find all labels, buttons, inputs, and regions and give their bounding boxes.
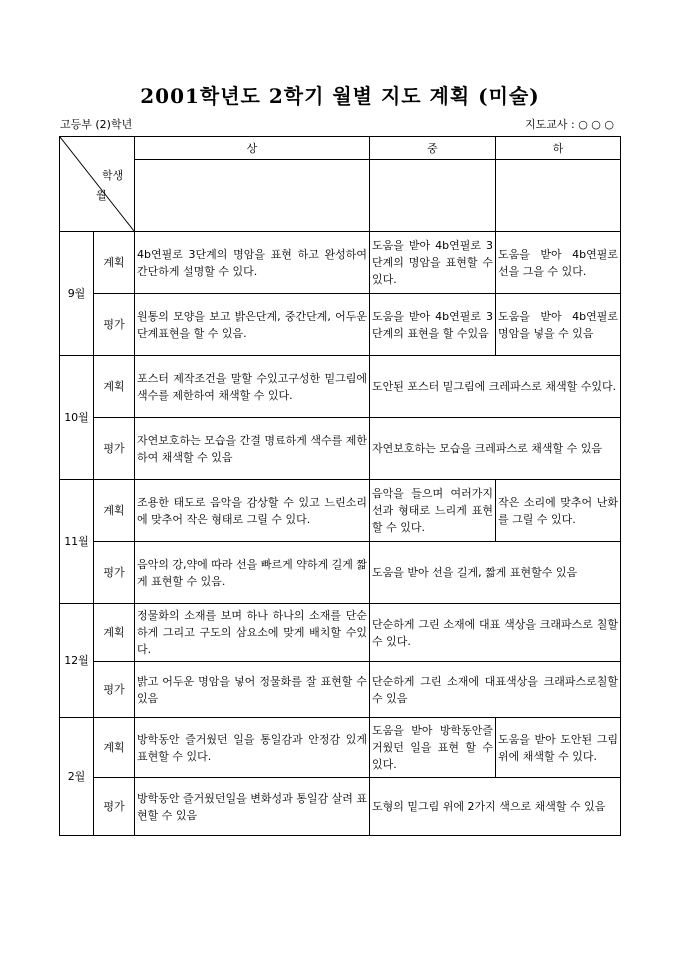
diagonal-line [60, 137, 134, 231]
eval-mid-low: 자연보호하는 모습을 크레파스로 채색할 수 있음 [370, 418, 621, 480]
student-cell [370, 160, 496, 232]
class-label: 고등부 (2)학년 [60, 118, 133, 131]
month-cell: 2월 [60, 718, 94, 836]
eval-label: 평가 [94, 418, 135, 480]
level-header-high: 상 [135, 137, 370, 160]
teacher-label: 지도교사 : ○ ○ ○ [525, 118, 614, 131]
plan-high: 정물화의 소재를 보며 하나 하나의 소재를 단순하게 그리고 구도의 삼요소에 맞게 배치할 수있다. [135, 604, 370, 662]
eval-mid-low: 단순하게 그린 소재에 대표색상을 크래파스로칠할 수 있음 [370, 662, 621, 718]
plan-low: 도움을 받아 도안된 그림 위에 채색할 수 있다. [496, 718, 621, 778]
plan-label: 계획 [94, 356, 135, 418]
student-cell [496, 160, 621, 232]
eval-label: 평가 [94, 542, 135, 604]
month-cell: 11월 [60, 480, 94, 604]
plan-label: 계획 [94, 480, 135, 542]
plan-high: 4b연필로 3단계의 명암을 표현 하고 완성하여 간단하게 설명할 수 있다. [135, 232, 370, 294]
page-title: 2001학년도 2학기 월별 지도 계획 (미술) [140, 84, 540, 108]
eval-low: 도움을 받아 4b연필로 명암을 넣을 수 있음 [496, 294, 621, 356]
eval-mid-low: 도형의 밑그림 위에 2가지 색으로 채색할 수 있음 [370, 778, 621, 836]
eval-label: 평가 [94, 662, 135, 718]
plan-high: 방학동안 즐거웠던 일을 통일감과 안정감 있게 표현할 수 있다. [135, 718, 370, 778]
eval-high: 밝고 어두운 명암을 넣어 정물화를 잘 표현할 수 있음 [135, 662, 370, 718]
plan-label: 계획 [94, 604, 135, 662]
corner-label-student: 학생 [102, 169, 124, 182]
eval-mid: 도움을 받아 4b연필로 3단계의 표현을 할 수있음 [370, 294, 496, 356]
plan-high: 포스터 제작조건을 말할 수있고구성한 밑그림에 색수를 제한하여 채색할 수 있다. [135, 356, 370, 418]
eval-high: 자연보호하는 모습을 간결 명료하게 색수를 제한하여 채색할 수 있음 [135, 418, 370, 480]
month-cell: 9월 [60, 232, 94, 356]
eval-label: 평가 [94, 294, 135, 356]
student-cell [135, 160, 370, 232]
plan-low: 작은 소리에 맞추어 난화를 그릴 수 있다. [496, 480, 621, 542]
month-cell: 10월 [60, 356, 94, 480]
level-header-low: 하 [496, 137, 621, 160]
plan-mid: 도움을 받아 방학동안즐거웠던 일을 표현 할 수 있다. [370, 718, 496, 778]
plan-mid-low: 단순하게 그린 소재에 대표 색상을 크래파스로 칠할 수 있다. [370, 604, 621, 662]
plan-low: 도움을 받아 4b연필로 선을 그을 수 있다. [496, 232, 621, 294]
plan-label: 계획 [94, 718, 135, 778]
monthly-plan-table [59, 136, 621, 836]
plan-mid: 도움을 받아 4b연필로 3단계의 명암을 표현할 수 있다. [370, 232, 496, 294]
corner-header-cell [60, 137, 135, 232]
month-cell: 12월 [60, 604, 94, 718]
eval-high: 방학동안 즐거웠던일을 변화성과 통일감 살려 표현할 수 있음 [135, 778, 370, 836]
eval-high: 원통의 모양을 보고 밝은단계, 중간단계, 어두운 단계표현을 할 수 있음. [135, 294, 370, 356]
plan-label: 계획 [94, 232, 135, 294]
eval-label: 평가 [94, 778, 135, 836]
eval-high: 음악의 강,약에 따라 선을 빠르게 약하게 길게 짧게 표현할 수 있음. [135, 542, 370, 604]
plan-mid: 음악을 들으며 여러가지 선과 형태로 느리게 표현할 수 있다. [370, 480, 496, 542]
corner-label-month: 월 [96, 189, 107, 202]
eval-mid-low: 도움을 받아 선을 길게, 짧게 표현할수 있음 [370, 542, 621, 604]
plan-mid-low: 도안된 포스터 밑그림에 크레파스로 채색할 수있다. [370, 356, 621, 418]
level-header-mid: 중 [370, 137, 496, 160]
plan-high: 조용한 태도로 음악을 감상할 수 있고 느린소리에 맞추어 작은 형태로 그릴 수 있다. [135, 480, 370, 542]
